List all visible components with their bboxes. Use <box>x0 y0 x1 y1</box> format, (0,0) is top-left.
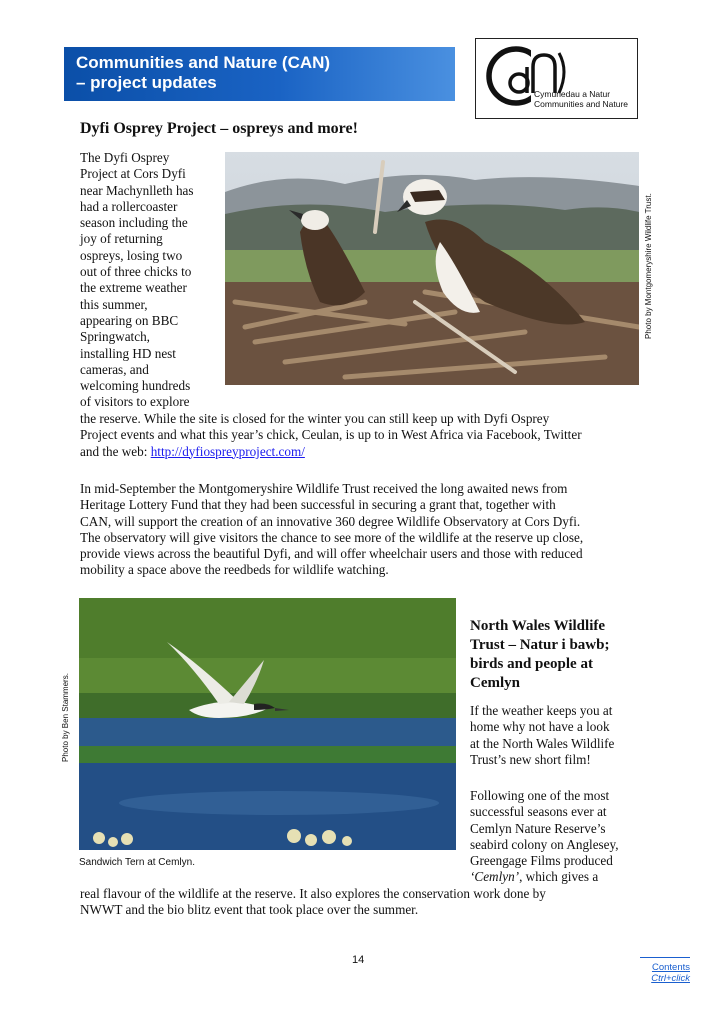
ctrl-click-hint: Ctrl+click <box>651 973 690 984</box>
banner-title: Communities and Nature (CAN) <box>76 53 331 72</box>
cemlyn-paragraph <box>470 788 670 869</box>
osprey-heading: Dyfi Osprey Project – ospreys and more! <box>80 120 358 137</box>
cemlyn-heading-line: North Wales Wildlife <box>470 618 606 634</box>
osprey-text-line: the extreme weather <box>80 280 187 296</box>
film-rest: , which gives a <box>519 869 599 884</box>
contents-link-box[interactable] <box>640 957 690 984</box>
osprey-text-line: had a rollercoaster <box>80 198 178 214</box>
osprey-text-line: season including the <box>80 215 188 231</box>
observatory-text-line: mobility a space above the reedbeds for wildlife watching. <box>80 562 389 578</box>
cemlyn-text-line: real flavour of the wildlife at the reserve. It also explores the conservation work done by <box>80 886 546 901</box>
osprey-text-line: appearing on BBC <box>80 312 179 328</box>
osprey-paragraph-end <box>80 411 680 460</box>
cemlyn-intro-line: at the North Wales Wildlife <box>470 735 615 751</box>
link-prefix: and the web: <box>80 443 151 459</box>
observatory-text-line: provide views across the beautiful Dyfi, and will offer wheelchair users and those with reduced <box>80 546 583 562</box>
cemlyn-intro-line: home why not have a look <box>470 719 610 735</box>
page-number: 14 <box>352 954 365 966</box>
observatory-text-line: The observatory will give visitors the chance to see more of the wildlife at the reserve up close, <box>80 529 584 545</box>
osprey-line-with-link <box>80 444 680 460</box>
osprey-line: Project events and what this year’s chick, Ceulan, is up to in West Africa via Facebook, Twitter <box>80 427 582 443</box>
osprey-nest-photo <box>225 152 639 385</box>
osprey-text-line: of visitors to explore <box>80 394 190 410</box>
can-logo <box>475 38 638 119</box>
observatory-text-line: In mid-September the Montgomeryshire Wildlife Trust received the long awaited news from <box>80 481 568 496</box>
osprey-text-line: near Machynlleth has <box>80 182 194 198</box>
cemlyn-text-line: Greengage Films produced <box>470 853 613 869</box>
osprey-text-line: welcoming hundreds <box>80 378 191 394</box>
osprey-text-line: Project at Cors Dyfi <box>80 166 186 182</box>
cemlyn-paragraph-end <box>80 886 690 919</box>
cemlyn-text-line: NWWT and the bio blitz event that took place over the summer. <box>80 902 419 918</box>
film-title: ‘Cemlyn’ <box>470 869 520 884</box>
cemlyn-film-line <box>470 869 670 885</box>
sandwich-tern-photo <box>79 598 456 850</box>
cemlyn-text-line: successful seasons ever at <box>470 804 607 820</box>
osprey-photo-credit: Photo by Montgomeryshire Wildlife Trust. <box>644 193 653 339</box>
osprey-text-line: this summer, <box>80 296 148 312</box>
cemlyn-heading-line: Cemlyn <box>470 675 520 691</box>
cemlyn-text-line: Following one of the most <box>470 788 610 803</box>
osprey-line: the reserve. While the site is closed for the winter you can still keep up with Dyfi Osprey <box>80 411 550 426</box>
contents-link[interactable]: Contents <box>651 962 690 973</box>
observatory-text-line: Heritage Lottery Fund that they had been successful in securing a grant that, together with <box>80 497 556 513</box>
cemlyn-intro <box>470 703 670 768</box>
logo-text <box>534 89 628 109</box>
osprey-text-line: out of three chicks to <box>80 264 192 280</box>
osprey-text-line: installing HD nest <box>80 345 176 361</box>
cemlyn-heading <box>470 617 660 693</box>
cemlyn-intro-line: If the weather keeps you at <box>470 703 613 718</box>
cemlyn-text-line: seabird colony on Anglesey, <box>470 836 619 852</box>
section-banner <box>64 47 455 101</box>
logo-welsh: Cymunedau a Natur <box>534 89 611 99</box>
osprey-wrapped-text <box>80 150 194 411</box>
cemlyn-heading-line: Trust – Natur i bawb; <box>470 637 610 653</box>
tern-caption: Sandwich Tern at Cemlyn. <box>79 857 195 868</box>
tern-photo-credit: Photo by Ben Stammers. <box>61 673 70 762</box>
osprey-text-line: The Dyfi Osprey <box>80 150 170 165</box>
logo-english: Communities and Nature <box>534 99 629 109</box>
dyfi-osprey-link[interactable]: http://dyfiospreyproject.com/ <box>150 443 305 459</box>
osprey-text-line: joy of returning <box>80 231 163 247</box>
cemlyn-heading-line: birds and people at <box>470 656 593 672</box>
cemlyn-intro-line: Trust’s new short film! <box>470 751 591 767</box>
observatory-paragraph <box>80 481 690 579</box>
osprey-text-line: Springwatch, <box>80 329 150 345</box>
osprey-text-line: cameras, and <box>80 361 149 377</box>
cemlyn-text-line: Cemlyn Nature Reserve’s <box>470 820 606 836</box>
banner-subtitle: – project updates <box>76 73 217 92</box>
observatory-text-line: CAN, will support the creation of an innovative 360 degree Wildlife Observatory at Cors Dyfi. <box>80 513 581 529</box>
osprey-text-line: ospreys, losing two <box>80 247 183 263</box>
